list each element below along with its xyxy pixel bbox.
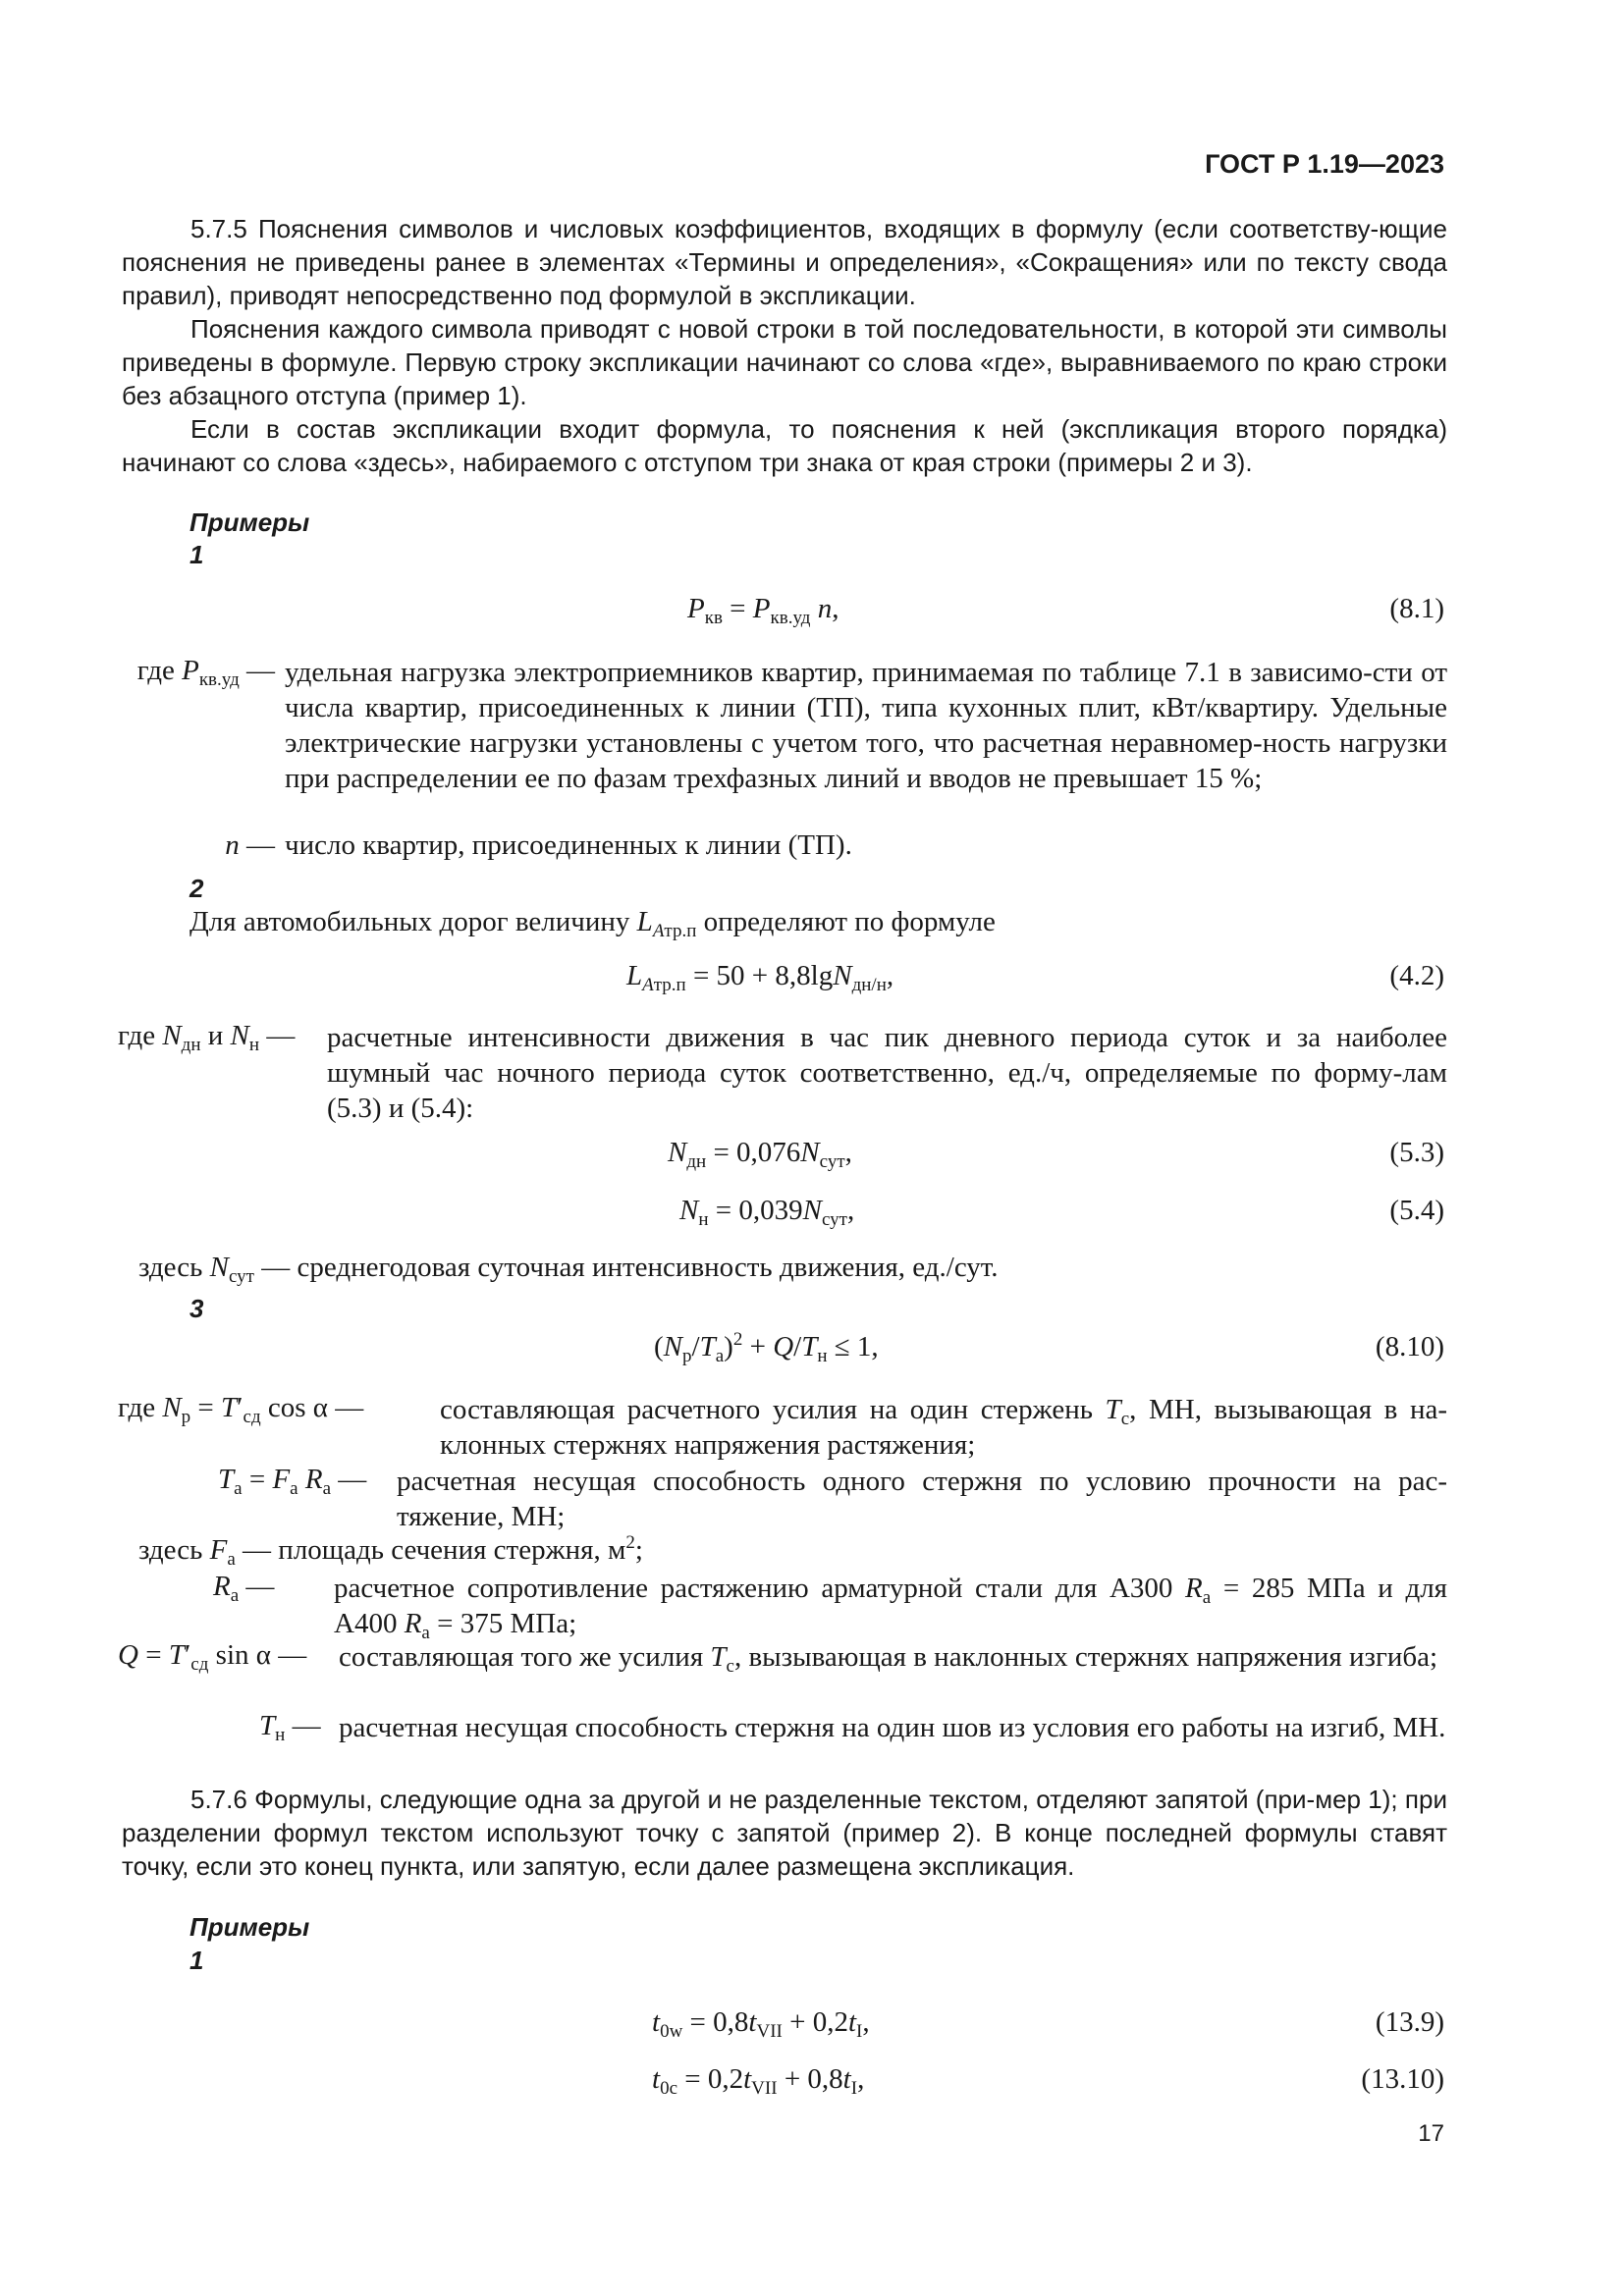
where-word: где bbox=[136, 655, 175, 686]
dash: — bbox=[246, 655, 275, 686]
paragraph-576: 5.7.6 Формулы, следующие одна за другой и не разделенные текстом, отделяют запятой (при-мер 1); при разделении формул текстом используют точку с запятой (пример 2). В конце последней формулы ставят точку, если это конец пункта, или запятую, если далее размещена экспликация. bbox=[122, 1785, 1447, 1881]
explication-1-desc: удельная нагрузка электроприемников квартир, принимаемая по таблице 7.1 в зависимо-сти от числа квартир, присоединенных к линии (ТП), типа кухонных плит, кВт/квартиру. Удельные электрические нагрузки установлены с учетом того, что расчетная неравномер-ность нагрузки при распределении ее по фазам трехфазных линий и вводов не превышает 15 %; bbox=[285, 657, 1447, 794]
here-word: здесь bbox=[138, 1252, 203, 1283]
example-1-number: 1 bbox=[189, 540, 204, 569]
explication-3-symbol: где $N_{дн}$ и $N_н$ — bbox=[118, 1020, 296, 1055]
example-2-intro: Для автомобильных дорог величину $L_{Aтр.п}$ определяют по формуле bbox=[189, 906, 996, 941]
explication-6-desc: расчетная несущая способность одного стержня по условию прочности на рас-тяжение, МН; bbox=[397, 1466, 1447, 1532]
explication-8-text-end: = 375 МПа; bbox=[437, 1608, 577, 1639]
explication-2-symbol: n — bbox=[225, 829, 275, 861]
document-number: ГОСТ Р 1.19—2023 bbox=[1205, 149, 1444, 179]
explication-7-desc: — площадь сечения стержня, м bbox=[243, 1534, 626, 1566]
where-word: где bbox=[118, 1020, 156, 1051]
explication-8-symbol: $R_а$ — bbox=[213, 1571, 275, 1606]
explication-8-desc: расчетное сопротивление растяжению арматурной стали для А300 $R_а = 285$ МПа и для А400 $R_а = 375$ МПа; bbox=[334, 1573, 1448, 1643]
paragraph-575-3: Если в состав экспликации входит формула, то пояснения к ней (экспликация второго порядка) начинают со слова «здесь», набираемого с отступом три знака от края строки (примеры 2 и 3). bbox=[122, 414, 1447, 477]
formula-13-10: $t_{0c} = 0,2t_{VII} + 0,8t_I$, bbox=[652, 2063, 865, 2099]
examples-heading: Примеры bbox=[189, 507, 310, 537]
formula-5-4: $N_н = 0,039N_{сут}$, bbox=[679, 1195, 855, 1230]
explication-9-text: составляющая того же усилия bbox=[339, 1641, 704, 1673]
formula-5-3-number: (5.3) bbox=[1389, 1137, 1444, 1168]
page-number: 17 bbox=[1418, 2120, 1444, 2147]
explication-10-symbol: $T_н$ — bbox=[259, 1710, 321, 1745]
paragraph-575-2: Пояснения каждого символа приводят с новой строки в той последовательности, в которой эти символы приведены в формуле. Первую строку экспликации начинают со слова «где», выравниваемого по краю строки без абзацного отступа (пример 1). bbox=[122, 314, 1447, 410]
explication-5-symbol: где $N_р = T'_{сд}$ cos α — bbox=[118, 1392, 364, 1427]
example-2-number: 2 bbox=[189, 874, 204, 903]
formula-13-9-number: (13.9) bbox=[1375, 2006, 1444, 2038]
explication-5-desc: составляющая расчетного усилия на один стержень $T_с$, МН, вызывающая в на-клонных стержнях напряжения растяжения; bbox=[440, 1394, 1448, 1461]
explication-9-text-end: , вызывающая в наклонных стержнях напряжения изгиба; bbox=[733, 1641, 1438, 1673]
explication-8-text-mid: = 285 МПа и для А400 bbox=[334, 1573, 1448, 1639]
explication-8-text: расчетное сопротивление растяжению арматурной стали для А300 bbox=[334, 1573, 1173, 1604]
formula-13-10-number: (13.10) bbox=[1361, 2063, 1444, 2095]
paragraph-575-1: 5.7.5 Пояснения символов и числовых коэффициентов, входящих в формулу (если соответству-ющие пояснения не приведены ранее в элементах «Термины и определения», «Сокращения» или по тексту свода правил), приводят непосредственно под формулой в экспликации. bbox=[122, 214, 1447, 310]
formula-4-2: $L_{Aтр.п} = 50 + 8,8\lg N_{дн/н}$, bbox=[626, 960, 894, 995]
explication-4-desc: — среднегодовая суточная интенсивность движения, ед./сут. bbox=[261, 1252, 999, 1283]
explication-6-symbol: $T_а = F_а$ $R_а$ — bbox=[218, 1464, 367, 1499]
formula-8-1: $P_{кв} = P_{кв.уд}$ n, bbox=[687, 593, 839, 628]
explication-3-desc: расчетные интенсивности движения в час пик дневного периода суток и за наиболее шумный час ночного периода суток соответственно, ед./ч, определяемые по форму-лам (5.3) и (5.4): bbox=[327, 1022, 1447, 1124]
explication-10-desc: расчетная несущая способность стержня на один шов из условия его работы на изгиб, МН. bbox=[339, 1712, 1446, 1743]
example-3-number: 3 bbox=[189, 1294, 204, 1323]
intro-text: Для автомобильных дорог величину bbox=[189, 906, 630, 937]
formula-8-10: $(N_р/T_а)^2 + Q/T_н \le 1$, bbox=[654, 1329, 879, 1366]
explication-1-symbol: где $P_{кв.уд}$ — bbox=[136, 655, 275, 690]
explication-9-desc: составляющая того же усилия $T_с$, вызывающая в наклонных стержнях напряжения изгиба; bbox=[339, 1641, 1438, 1677]
explication-5-text: составляющая расчетного усилия на один стержень bbox=[440, 1394, 1093, 1425]
formula-8-10-number: (8.10) bbox=[1375, 1331, 1444, 1362]
formula-5-3: $N_{дн} = 0,076N_{сут}$, bbox=[668, 1137, 852, 1172]
examples-heading-2: Примеры bbox=[189, 1912, 310, 1942]
formula-4-2-number: (4.2) bbox=[1389, 960, 1444, 991]
explication-4: здесь $N_{сут}$ — среднегодовая суточная интенсивность движения, ед./сут. bbox=[138, 1252, 999, 1287]
explication-9-symbol: $Q = T'_{сд}$ sin α — bbox=[118, 1639, 307, 1675]
formula-8-1-number: (8.1) bbox=[1389, 593, 1444, 624]
here-word: здесь bbox=[138, 1534, 203, 1566]
explication-7: здесь $F_а$ — площадь сечения стержня, $м^2$; bbox=[138, 1532, 643, 1570]
formula-13-9: $t_{0w} = 0,8t_{VII} + 0,2t_I$, bbox=[652, 2006, 870, 2042]
explication-5-text-end: , МН, вызывающая в на-клонных стержнях напряжения растяжения; bbox=[440, 1394, 1448, 1461]
formula-5-4-number: (5.4) bbox=[1389, 1195, 1444, 1226]
intro-text-end: определяют по формуле bbox=[703, 906, 996, 937]
example-1-number-2: 1 bbox=[189, 1946, 204, 1975]
explication-2-desc: число квартир, присоединенных к линии (ТП). bbox=[285, 829, 852, 861]
